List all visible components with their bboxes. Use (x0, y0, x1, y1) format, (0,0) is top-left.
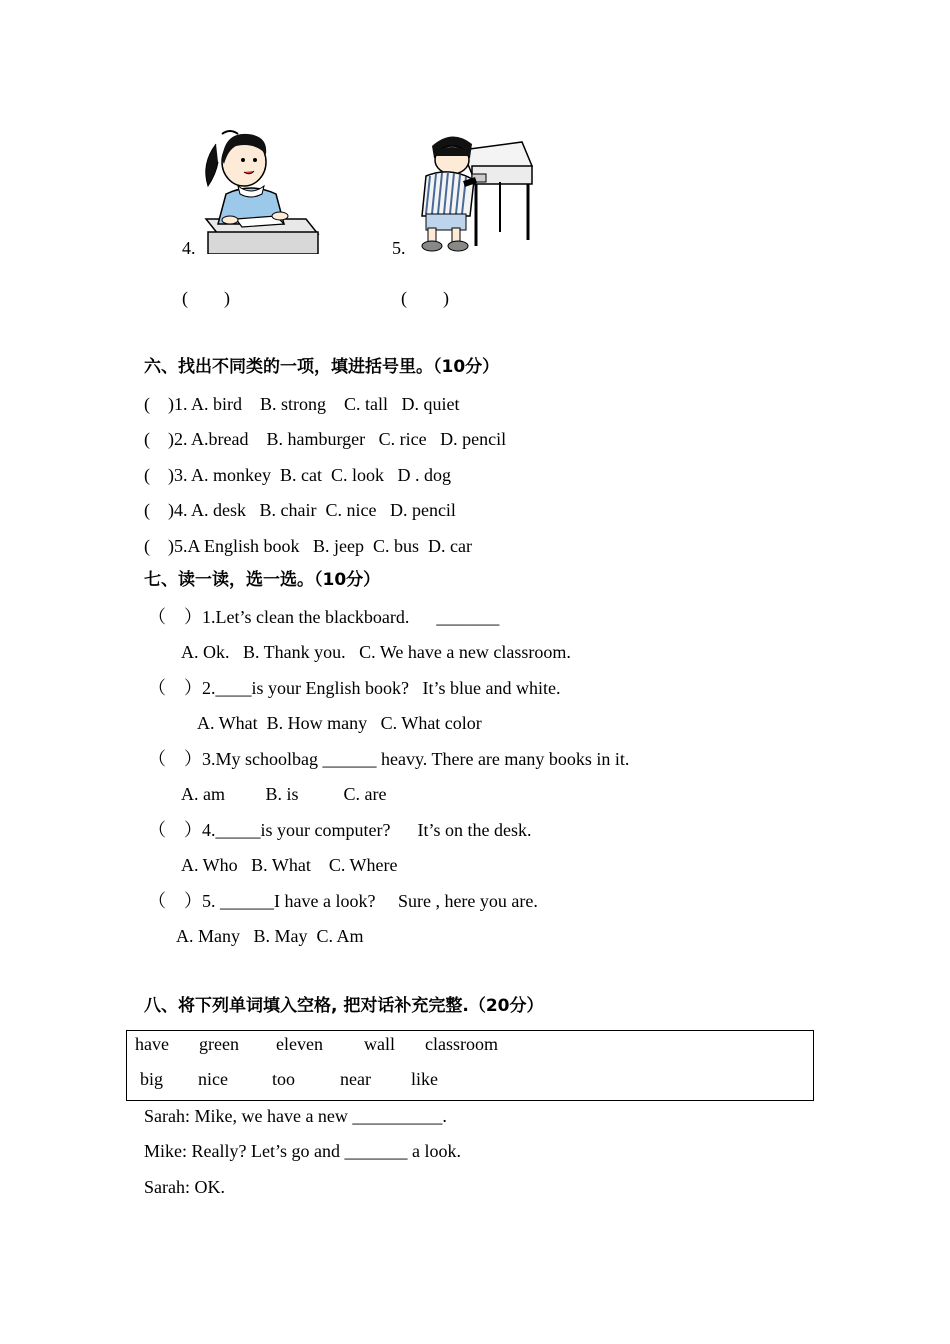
section-7-options: A. am B. is C. are (181, 784, 387, 804)
word-bank-word: near (340, 1069, 371, 1089)
section-7-options: A. Ok. B. Thank you. C. We have a new classroom. (181, 642, 571, 662)
word-bank-word: like (411, 1069, 438, 1089)
word-bank-word: big (140, 1069, 164, 1089)
section-7-heading: 七、读一读，选一选。（10分） (144, 570, 381, 590)
section-6-question: ( )5.A English book B. jeep C. bus D. car (144, 536, 472, 556)
section-6-heading: 六、找出不同类的一项，填进括号里。（10分） (144, 357, 500, 377)
section-6-question: ( )1. A. bird B. strong C. tall D. quiet (144, 394, 460, 414)
section-7-question: （ ）2.____is your English book? It’s blue and white. (148, 678, 561, 698)
section-8-heading: 八、将下列单词填入空格, 把对话补充完整.（20分） (144, 996, 544, 1016)
dialogue-line: Sarah: Mike, we have a new __________. (144, 1106, 447, 1126)
section-7-question: （ ）5. ______I have a look? Sure , here you are. (148, 891, 538, 911)
boy-at-drawer-illustration (404, 128, 534, 254)
picture-number-5: 5. (392, 238, 406, 258)
word-bank-word: wall (364, 1034, 395, 1054)
word-bank-word: eleven (276, 1034, 323, 1054)
section-7-options: A. What B. How many C. What color (197, 713, 482, 733)
word-bank-word: too (272, 1069, 296, 1089)
picture-number-4: 4. (182, 238, 196, 258)
section-6-question: ( )4. A. desk B. chair C. nice D. pencil (144, 500, 456, 520)
section-6-question: ( )3. A. monkey B. cat C. look D . dog (144, 465, 451, 485)
dialogue-line: Sarah: OK. (144, 1177, 225, 1197)
word-bank-word: nice (198, 1069, 228, 1089)
girl-at-desk-illustration (196, 124, 320, 254)
section-7-question: （ ）3.My schoolbag ______ heavy. There are many books in it. (148, 749, 630, 769)
section-7-options: A. Who B. What C. Where (181, 855, 398, 875)
answer-bracket-4[interactable]: ( ) (182, 288, 230, 308)
section-7-question: （ ）1.Let’s clean the blackboard. _______ (148, 607, 500, 627)
section-6-question: ( )2. A.bread B. hamburger C. rice D. pencil (144, 429, 507, 449)
word-bank-word: have (135, 1034, 169, 1054)
section-7-question: （ ）4._____is your computer? It’s on the desk. (148, 820, 532, 840)
word-bank-word: green (199, 1034, 239, 1054)
answer-bracket-5[interactable]: ( ) (401, 288, 449, 308)
section-7-options: A. Many B. May C. Am (176, 926, 364, 946)
word-bank-word: classroom (425, 1034, 498, 1054)
dialogue-line: Mike: Really? Let’s go and _______ a look. (144, 1141, 461, 1161)
